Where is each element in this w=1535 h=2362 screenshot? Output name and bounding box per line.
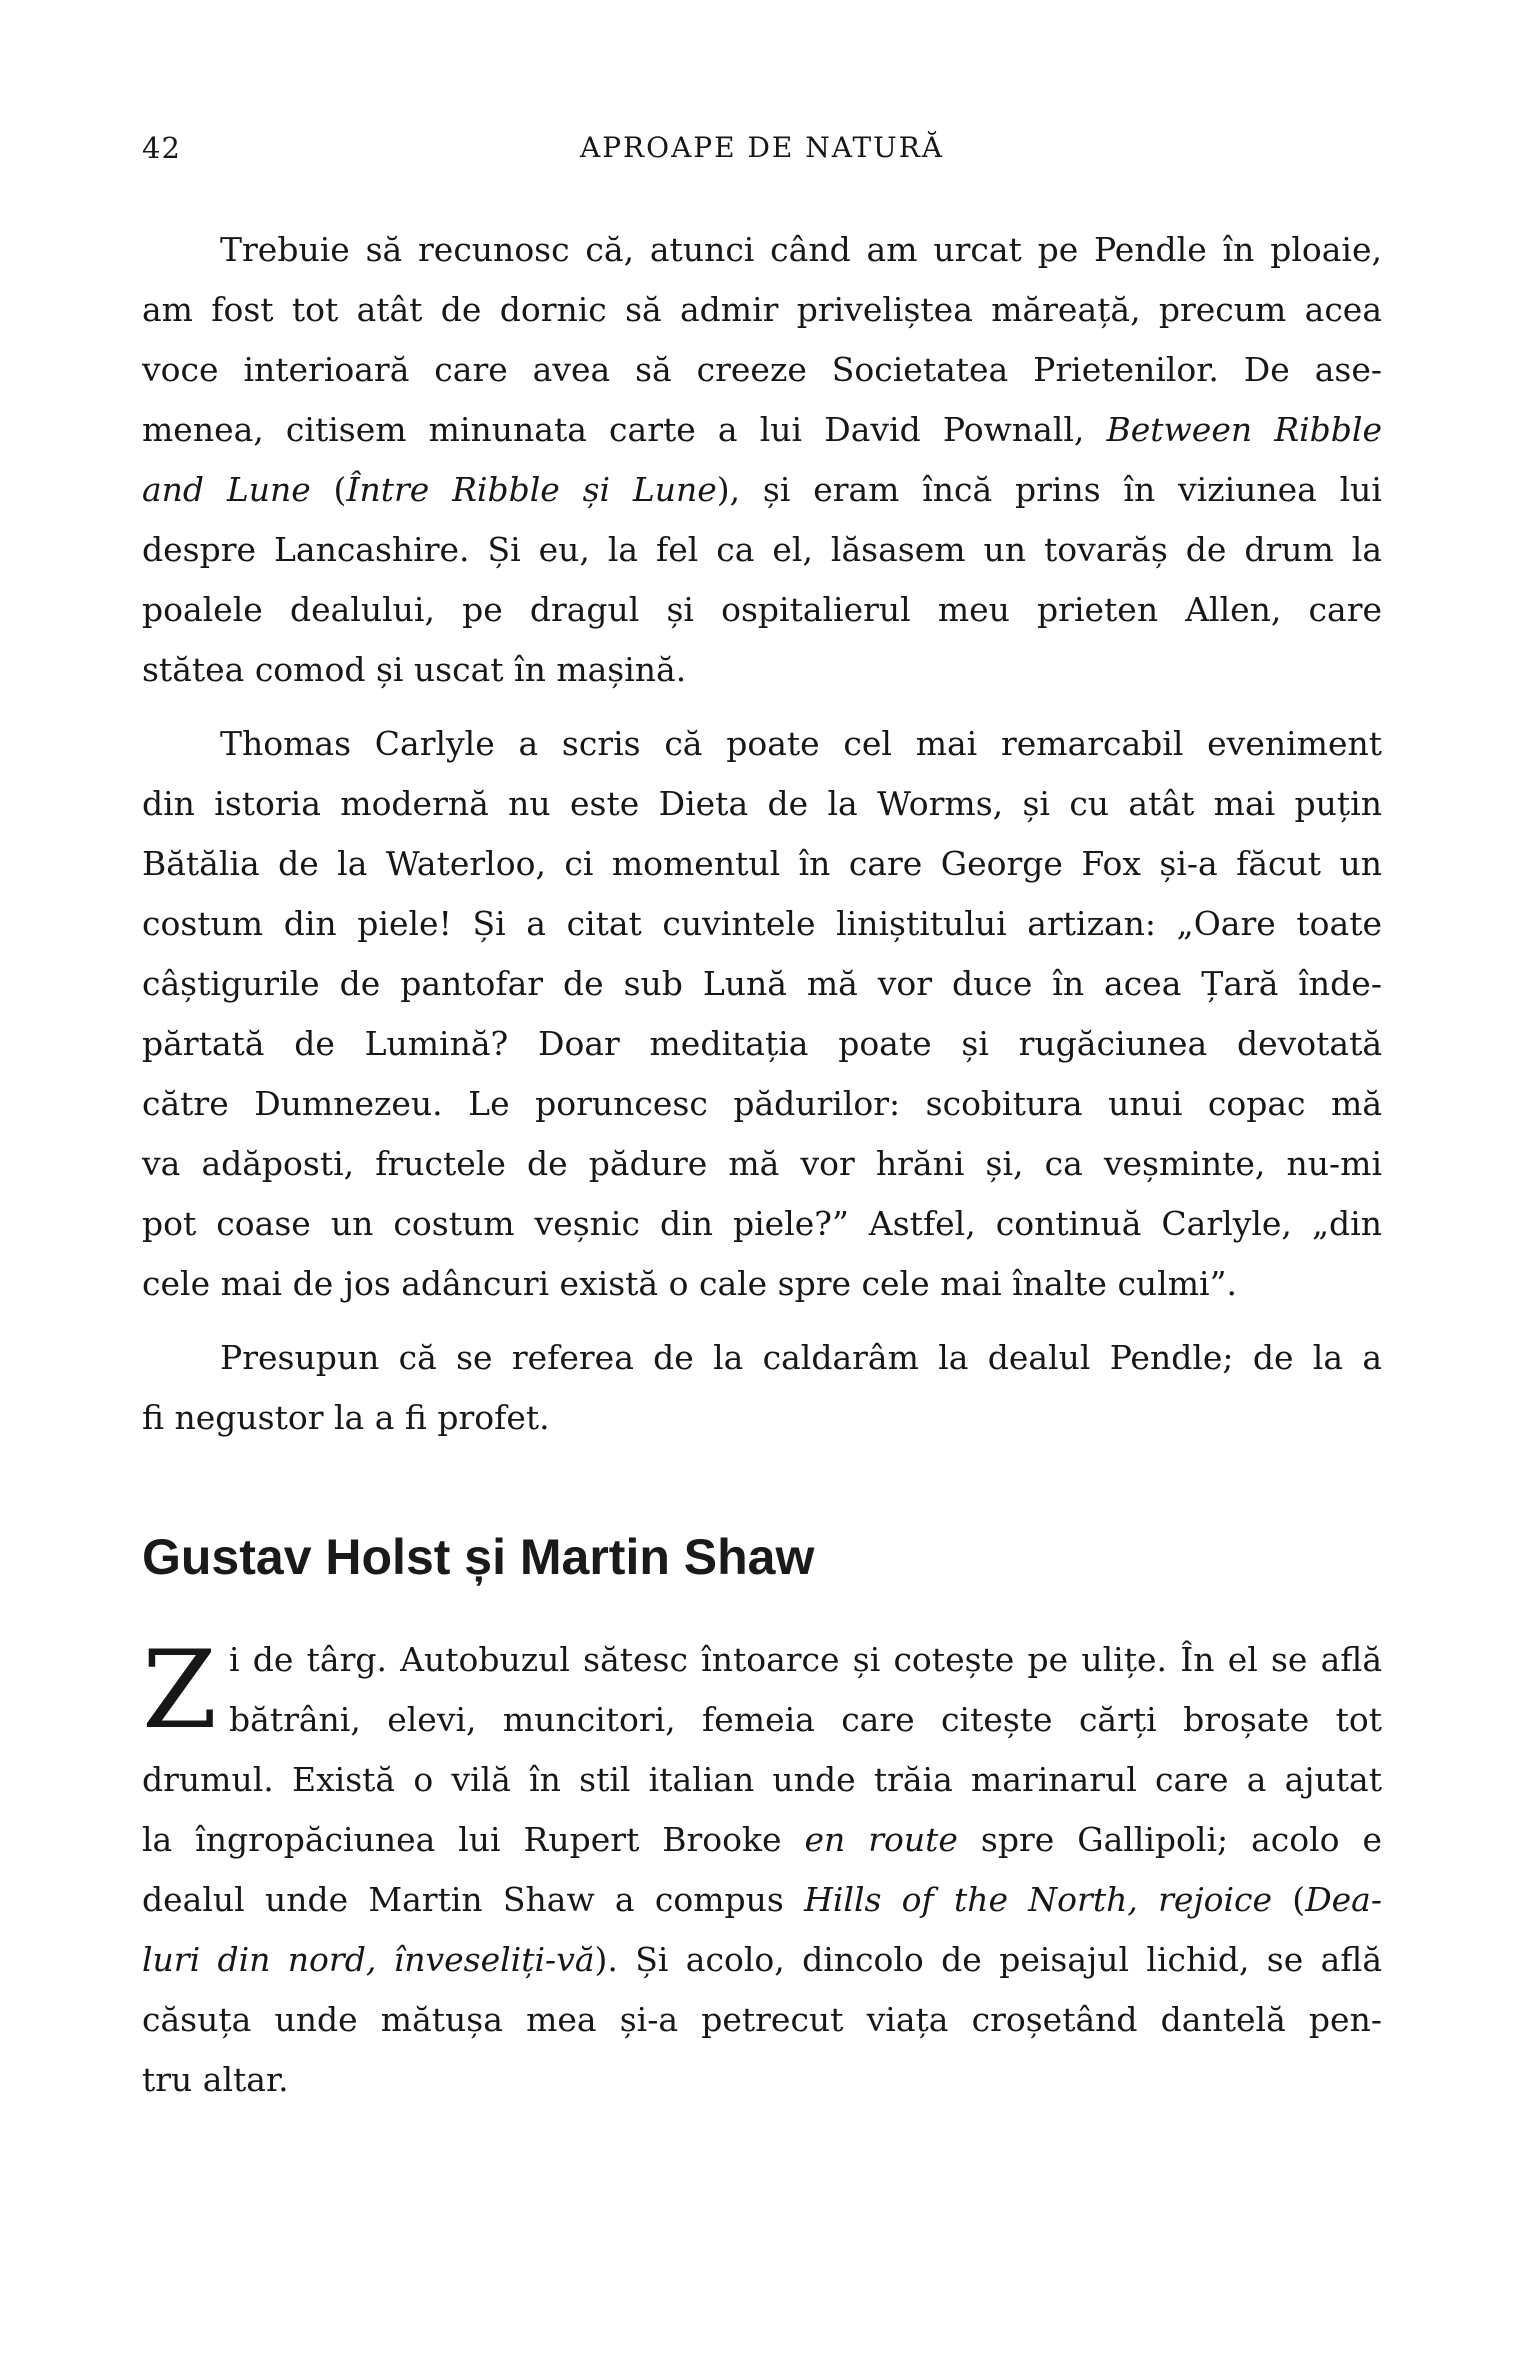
text-segment: voce interioară care avea să creeze Societatea Prietenilor. De ase- (142, 350, 1382, 389)
text-segment: ( (1272, 1880, 1306, 1919)
text-line (142, 1074, 1382, 1134)
text-segment: ( (310, 470, 347, 509)
text-line (142, 220, 1382, 280)
text-line (142, 1810, 1382, 1870)
text-segment: menea, citisem minunata carte a lui David Pownall, (142, 410, 1107, 449)
text-segment: Trebuie să recunosc că, atunci când am urcat pe Pendle în ploaie, (220, 230, 1382, 269)
text-line (142, 580, 1382, 640)
text-segment: am fost tot atât de dornic să admir priveliștea măreață, precum acea (142, 290, 1382, 329)
text-line (142, 400, 1382, 460)
text-line (142, 1254, 1382, 1314)
text-segment: fi negustor la a fi profet. (142, 1398, 550, 1437)
text-line (142, 954, 1382, 1014)
text-segment: cele mai de jos adâncuri există o cale spre cele mai înalte culmi”. (142, 1264, 1237, 1303)
text-segment: câștigurile de pantofar de sub Lună mă vor duce în acea Țară înde- (142, 964, 1382, 1003)
text-segment: Bătălia de la Waterloo, ci momentul în care George Fox și-a făcut un (142, 844, 1382, 883)
text-segment: stătea comod și uscat în mașină. (142, 650, 687, 689)
italic-text-segment: Between Ribble (1106, 410, 1382, 449)
text-line (142, 834, 1382, 894)
text-segment: drumul. Există o vilă în stil italian unde trăia marinarul care a ajutat (142, 1760, 1382, 1799)
text-line (142, 340, 1382, 400)
text-line (142, 460, 1382, 520)
italic-text-segment: en route (804, 1820, 958, 1859)
text-line (142, 280, 1382, 340)
text-segment: din istoria modernă nu este Dieta de la Worms, și cu atât mai puțin (142, 784, 1382, 823)
page-body (142, 220, 1382, 2124)
italic-text-segment: Între Ribble și Lune (346, 470, 717, 509)
text-line (142, 1690, 1382, 1750)
text-segment: bătrâni, elevi, muncitori, femeia care citește cărți broșate tot (229, 1700, 1382, 1739)
text-line (142, 640, 1382, 700)
drop-cap: Z (142, 1628, 218, 1753)
italic-text-segment: luri din nord, înveseliți-vă (142, 1940, 595, 1979)
text-line (142, 714, 1382, 774)
text-segment: tru altar. (142, 2060, 289, 2099)
text-segment: i de târg. Autobuzul sătesc întoarce și cotește pe ulițe. În el se află (229, 1640, 1382, 1679)
text-segment: va adăposti, fructele de pădure mă vor hrăni și, ca veșminte, nu-mi (142, 1144, 1382, 1183)
text-line (142, 894, 1382, 954)
text-line (142, 1194, 1382, 1254)
text-segment: Thomas Carlyle a scris că poate cel mai remarcabil eveniment (220, 724, 1382, 763)
text-segment: costum din piele! Și a citat cuvintele liniștitului artizan: „Oare toate (142, 904, 1382, 943)
text-segment: pot coase un costum veșnic din piele?” Astfel, continuă Carlyle, „din (142, 1204, 1382, 1243)
text-line (142, 1328, 1382, 1388)
text-segment: la îngropăciunea lui Rupert Brooke (142, 1820, 805, 1859)
text-line (142, 1930, 1382, 1990)
text-segment: despre Lancashire. Și eu, la fel ca el, lăsasem un tovarăș de drum la (142, 530, 1382, 569)
text-segment: căsuța unde mătușa mea și-a petrecut viața croșetând dantelă pen- (142, 2000, 1382, 2039)
paragraph-carlyle (142, 714, 1382, 1314)
section-heading: Gustav Holst și Martin Shaw (142, 1529, 815, 1585)
paragraph-pendle (142, 220, 1382, 700)
text-line (142, 1750, 1382, 1810)
running-head (142, 130, 1382, 172)
running-header-title: APROAPE DE NATURĂ (579, 131, 945, 164)
text-segment: părtată de Lumină? Doar meditația poate și rugăciunea devotată (142, 1024, 1382, 1063)
paragraph-zi-de-targ (142, 1630, 1382, 2110)
text-segment: dealul unde Martin Shaw a compus (142, 1880, 805, 1919)
text-segment: Presupun că se referea de la caldarâm la dealul Pendle; de la a (220, 1338, 1382, 1377)
text-segment: poalele dealului, pe dragul și ospitalierul meu prieten Allen, care (142, 590, 1382, 629)
text-segment: ). Și acolo, dincolo de peisajul lichid, se află (594, 1940, 1382, 1979)
text-line (142, 1014, 1382, 1074)
text-line (142, 1990, 1382, 2050)
italic-text-segment: and Lune (142, 470, 311, 509)
page-number: 42 (142, 131, 181, 165)
text-segment: spre Gallipoli; acolo e (957, 1820, 1382, 1859)
text-line (142, 2050, 1382, 2110)
text-line (142, 1870, 1382, 1930)
paragraph-presupun (142, 1328, 1382, 1448)
italic-text-segment: Dea- (1305, 1880, 1382, 1919)
text-line (142, 1388, 1382, 1448)
text-segment: către Dumnezeu. Le poruncesc pădurilor: scobitura unui copac mă (142, 1084, 1382, 1123)
text-line (142, 774, 1382, 834)
text-segment: ), și eram încă prins în viziunea lui (716, 470, 1382, 509)
italic-text-segment: Hills of the North, rejoice (804, 1880, 1273, 1919)
text-line (142, 1134, 1382, 1194)
text-line (142, 1630, 1382, 1690)
text-line (142, 520, 1382, 580)
